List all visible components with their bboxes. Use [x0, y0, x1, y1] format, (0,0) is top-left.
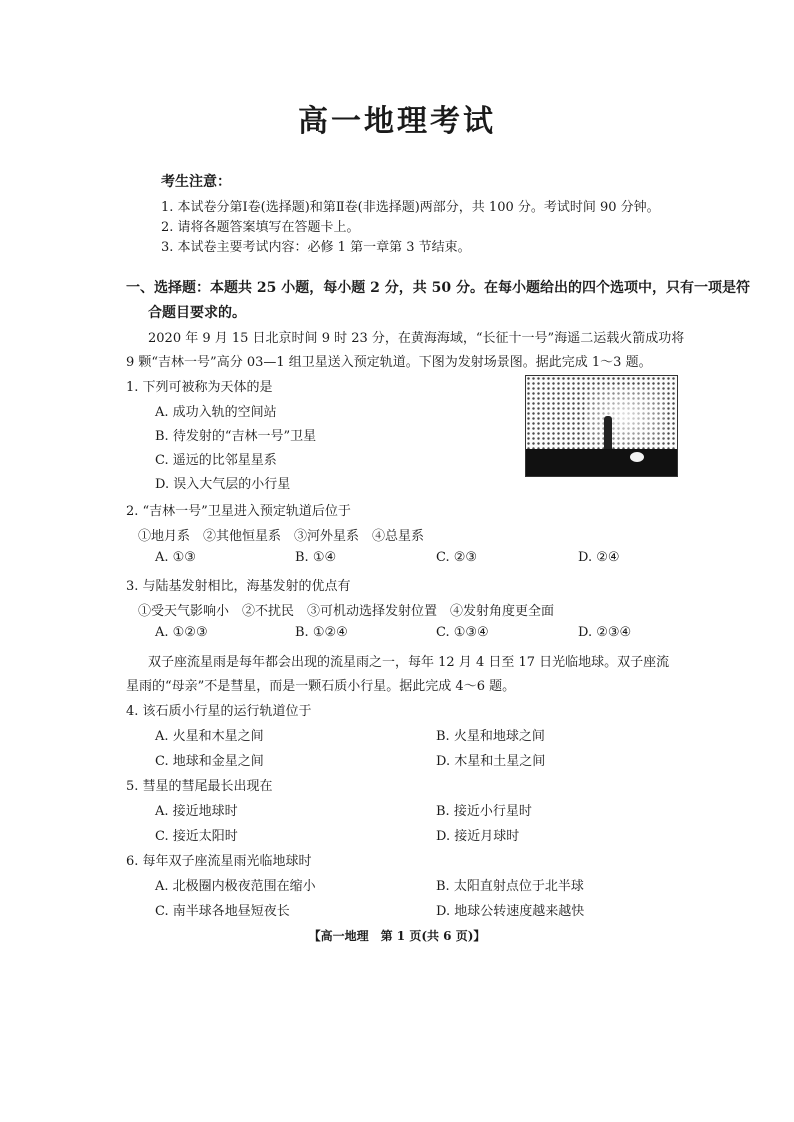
section-heading-line2: 合题目要求的。	[148, 305, 246, 321]
q6-option-b: B. 太阳直射点位于北半球	[436, 879, 584, 894]
passage1-line2: 9 颗“吉林一号”高分 03—1 组卫星送入预定轨道。下图为发射场景图。据此完成 1～3 题。	[126, 355, 652, 370]
q3-items: ①受天气影响小 ②不扰民 ③可机动选择发射位置 ④发射角度更全面	[138, 604, 555, 619]
q6-option-a: A. 北极圈内极夜范围在缩小	[155, 879, 316, 894]
q5-option-a: A. 接近地球时	[155, 804, 238, 819]
q5-option-c: C. 接近太阳时	[155, 829, 238, 844]
q4-stem: 4. 该石质小行星的运行轨道位于	[126, 704, 312, 719]
notice-item-1: 1. 本试卷分第Ⅰ卷(选择题)和第Ⅱ卷(非选择题)两部分，共 100 分。考试时间 90 分钟。	[161, 200, 660, 215]
launch-scene-image	[525, 375, 678, 477]
q3-stem: 3. 与陆基发射相比，海基发射的优点有	[126, 579, 351, 594]
q3-option-b: B. ①②④	[295, 625, 348, 640]
q6-stem: 6. 每年双子座流星雨光临地球时	[126, 854, 312, 869]
notice-heading: 考生注意：	[161, 174, 231, 190]
q6-option-d: D. 地球公转速度越来越快	[436, 904, 585, 919]
q4-option-c: C. 地球和金星之间	[155, 754, 264, 769]
q2-items: ①地月系 ②其他恒星系 ③河外星系 ④总星系	[138, 529, 425, 544]
q5-option-d: D. 接近月球时	[436, 829, 520, 844]
q4-option-b: B. 火星和地球之间	[436, 729, 545, 744]
q2-option-a: A. ①③	[155, 550, 196, 565]
q6-option-c: C. 南半球各地昼短夜长	[155, 904, 290, 919]
passage2-line1: 双子座流星雨是每年都会出现的流星雨之一，每年 12 月 4 日至 17 日光临地球。双子座流	[148, 655, 670, 670]
q2-option-b: B. ①④	[295, 550, 337, 565]
q5-option-b: B. 接近小行星时	[436, 804, 532, 819]
q4-option-d: D. 木星和土星之间	[436, 754, 546, 769]
passage1-line1: 2020 年 9 月 15 日北京时间 9 时 23 分，在黄海海域，“长征十一号”海遥二运载火箭成功将	[148, 331, 685, 346]
q2-stem: 2. “吉林一号”卫星进入预定轨道后位于	[126, 504, 351, 519]
q3-option-d: D. ②③④	[578, 625, 632, 640]
q3-option-a: A. ①②③	[155, 625, 208, 640]
passage2-line2: 星雨的“母亲”不是彗星，而是一颗石质小行星。据此完成 4～6 题。	[126, 679, 516, 694]
q5-stem: 5. 彗星的彗尾最长出现在	[126, 779, 273, 794]
q2-option-c: C. ②③	[436, 550, 478, 565]
q1-stem: 1. 下列可被称为天体的是	[126, 380, 273, 395]
section-heading-line1: 一、选择题：本题共 25 小题，每小题 2 分，共 50 分。在每小题给出的四个选项中，只有一项是符	[126, 280, 750, 296]
q2-option-d: D. ②④	[578, 550, 620, 565]
q1-option-a: A. 成功入轨的空间站	[155, 405, 277, 420]
notice-item-3: 3. 本试卷主要考试内容：必修 1 第一章第 3 节结束。	[161, 240, 471, 255]
notice-item-2: 2. 请将各题答案填写在答题卡上。	[161, 220, 360, 235]
page-footer: 【高一地理 第 1 页(共 6 页)】	[308, 929, 486, 943]
q3-option-c: C. ①③④	[436, 625, 489, 640]
q4-option-a: A. 火星和木星之间	[155, 729, 264, 744]
q1-option-d: D. 误入大气层的小行星	[155, 477, 291, 492]
q1-option-c: C. 遥远的比邻星星系	[155, 453, 277, 468]
q1-option-b: B. 待发射的“吉林一号”卫星	[155, 429, 317, 444]
exam-title: 高一地理考试	[298, 104, 496, 139]
